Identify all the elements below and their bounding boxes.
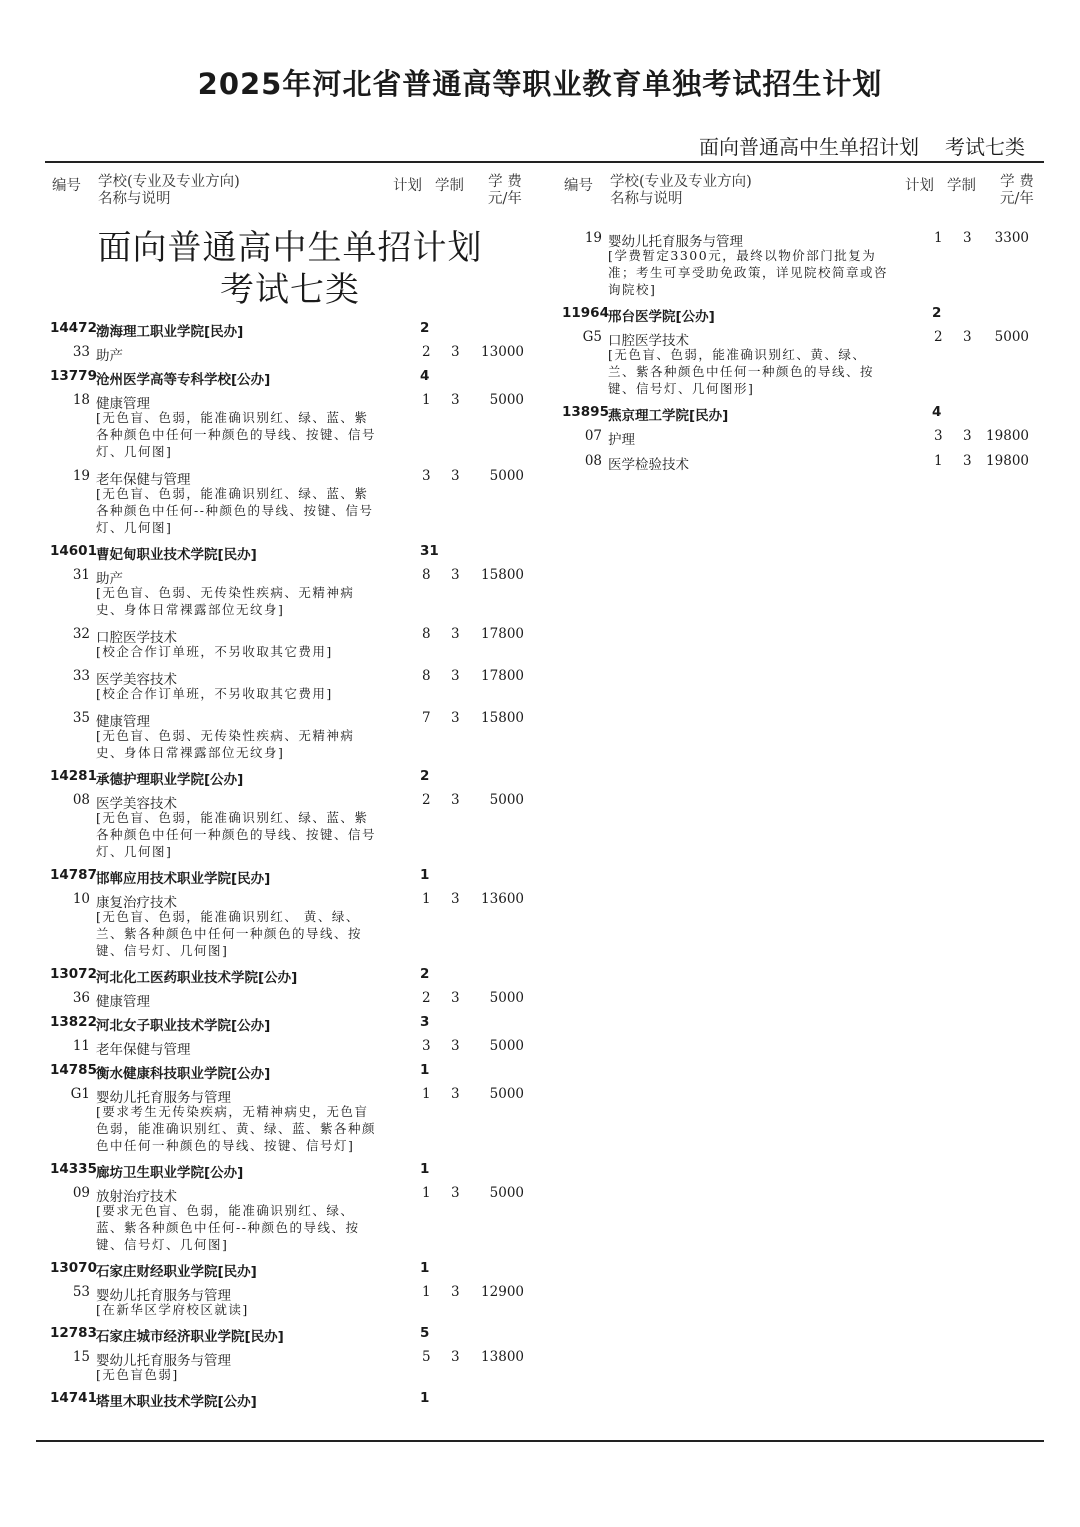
header-code: 编号 xyxy=(564,178,593,194)
major-note: [无色盲、色弱，能准确识别红、绿、蓝、紫各种颜色中任何--种颜色的导线、按键、信号灯、几何图] xyxy=(96,486,374,535)
left-column xyxy=(48,172,532,1410)
major-note: [在新华区学府校区就读] xyxy=(96,1302,249,1317)
subtitle-category: 考试七类 xyxy=(945,135,1025,159)
major-row: 19 老年保健与管理 3 3 5000 [无色盲、色弱，能准确识别红、绿、蓝、紫各种颜色中任何--种颜色的导线、按键、信号灯、几何图] xyxy=(48,464,532,540)
school-row: 14785 衡水健康科技职业学院[公办] 1 xyxy=(50,1062,430,1082)
header-school: 学校(专业及专业方向) 名称与说明 xyxy=(98,174,240,207)
school-row: 13822 河北女子职业技术学院[公办] 3 xyxy=(50,1014,430,1034)
major-note: [无色盲、色弱，能准确识别红、 黄、绿、兰、紫各种颜色中任何一种颜色的导线、按键、信号灯、几何图] xyxy=(96,909,363,958)
major-row: 08 医学美容技术 2 3 5000 [无色盲、色弱，能准确识别红、绿、蓝、紫各种颜色中任何一种颜色的导线、按键、信号灯、几何图] xyxy=(48,788,532,864)
major-note: [学费暂定3300元，最终以物价部门批复为准；考生可享受助免政策，详见院校简章或咨询院校] xyxy=(608,248,889,297)
major-note: [无色盲、色弱、无传染性疾病、无精神病史、身体日常裸露部位无纹身] xyxy=(96,585,355,617)
major-row: 33 医学美容技术 8 3 17800 [校企合作订单班，不另收取其它费用] xyxy=(48,664,532,706)
major-note: [无色盲、色弱，能准确识别红、绿、蓝、紫各种颜色中任何一种颜色的导线、按键、信号灯、几何图] xyxy=(96,410,377,459)
school-row: 14787 邯郸应用技术职业学院[民办] 1 xyxy=(50,867,430,887)
school-row: 14281 承德护理职业学院[公办] 2 xyxy=(50,768,430,788)
header-code: 编号 xyxy=(52,178,81,194)
section-heading: 面向普通高中生单招计划 考试七类 xyxy=(97,228,483,310)
major-row: 33 助产 2 3 13000 xyxy=(72,344,524,364)
school-row: 11964 邢台医学院[公办] 2 xyxy=(562,305,942,325)
school-row: 13895 燕京理工学院[民办] 4 xyxy=(562,404,942,424)
school-row: 14601 曹妃甸职业技术学院[民办] 31 xyxy=(50,543,439,563)
column-header xyxy=(48,172,532,224)
major-row: 07 护理 3 3 19800 xyxy=(584,428,1029,448)
major-row: 35 健康管理 7 3 15800 [无色盲、色弱、无传染性疾病、无精神病史、身体日常裸露部位无纹身] xyxy=(48,706,532,765)
major-row: 15 婴幼儿托育服务与管理 5 3 13800 [无色盲色弱] xyxy=(48,1345,532,1387)
major-row: G5 口腔医学技术 2 3 5000 [无色盲、色弱，能准确识别红、黄、绿、兰、紫各种颜色中任何一种颜色的导线、按键、信号灯、几何图形] xyxy=(560,325,1037,401)
header-years: 学制 xyxy=(947,178,976,194)
school-row: 13070 石家庄财经职业学院[民办] 1 xyxy=(50,1260,430,1280)
school-row: 13072 河北化工医药职业技术学院[公办] 2 xyxy=(50,966,430,986)
top-rule xyxy=(45,161,1044,163)
major-row: 31 助产 8 3 15800 [无色盲、色弱、无传染性疾病、无精神病史、身体日常裸露部位无纹身] xyxy=(48,563,532,622)
major-note: [无色盲、色弱、无传染性疾病、无精神病史、身体日常裸露部位无纹身] xyxy=(96,728,355,760)
major-note: [无色盲色弱] xyxy=(96,1367,179,1382)
major-row: G1 婴幼儿托育服务与管理 1 3 5000 [要求考生无传染疾病，无精神病史，无色盲色弱，能准确识别红、黄、绿、蓝、紫各种颜色中任何一种颜色的导线、按键、信号灯] xyxy=(48,1082,532,1158)
header-fee: 学 费 元/年 xyxy=(1000,174,1034,207)
bottom-rule xyxy=(36,1440,1044,1442)
major-row: 09 放射治疗技术 1 3 5000 [要求无色盲、色弱，能准确识别红、绿、蓝、紫各种颜色中任何--种颜色的导线、按键、信号灯、几何图] xyxy=(48,1181,532,1257)
major-row: 08 医学检验技术 1 3 19800 xyxy=(584,453,1029,473)
major-row: 10 康复治疗技术 1 3 13600 [无色盲、色弱，能准确识别红、 黄、绿、兰、紫各种颜色中任何一种颜色的导线、按键、信号灯、几何图] xyxy=(48,887,532,963)
column-header xyxy=(560,172,1037,224)
school-row: 14741 塔里木职业技术学院[公办] 1 xyxy=(50,1390,430,1410)
major-row: 11 老年保健与管理 3 3 5000 xyxy=(72,1038,524,1058)
subtitle-plan: 面向普通高中生单招计划 xyxy=(699,135,919,159)
school-row: 14335 廊坊卫生职业学院[公办] 1 xyxy=(50,1161,430,1181)
right-column xyxy=(560,172,1037,474)
school-row: 13779 沧州医学高等专科学校[公办] 4 xyxy=(50,368,430,388)
school-row: 12783 石家庄城市经济职业学院[民办] 5 xyxy=(50,1325,430,1345)
major-row: 18 健康管理 1 3 5000 [无色盲、色弱，能准确识别红、绿、蓝、紫各种颜色中任何一种颜色的导线、按键、信号灯、几何图] xyxy=(48,388,532,464)
major-note: [要求考生无传染疾病，无精神病史，无色盲色弱，能准确识别红、黄、绿、蓝、紫各种颜色中任何一种颜色的导线、按键、信号灯] xyxy=(96,1104,377,1153)
header-plan: 计划 xyxy=(905,178,934,194)
major-row: 32 口腔医学技术 8 3 17800 [校企合作订单班，不另收取其它费用] xyxy=(48,622,532,664)
header-plan: 计划 xyxy=(393,178,422,194)
major-row: 19 婴幼儿托育服务与管理 1 3 3300 [学费暂定3300元，最终以物价部门批复为准；考生可享受助免政策，详见院校简章或咨询院校] xyxy=(560,226,1037,302)
major-note: [校企合作订单班，不另收取其它费用] xyxy=(96,644,333,659)
major-note: [无色盲、色弱，能准确识别红、黄、绿、兰、紫各种颜色中任何一种颜色的导线、按键、信号灯、几何图形] xyxy=(608,347,875,396)
header-school: 学校(专业及专业方向) 名称与说明 xyxy=(610,174,752,207)
page-subtitle xyxy=(699,131,1025,160)
major-row: 53 婴幼儿托育服务与管理 1 3 12900 [在新华区学府校区就读] xyxy=(48,1280,532,1322)
major-note: [无色盲、色弱，能准确识别红、绿、蓝、紫各种颜色中任何一种颜色的导线、按键、信号灯、几何图] xyxy=(96,810,377,859)
header-years: 学制 xyxy=(435,178,464,194)
page-title: 2025年河北省普通高等职业教育单独考试招生计划 xyxy=(197,67,883,101)
major-note: [校企合作订单班，不另收取其它费用] xyxy=(96,686,333,701)
major-row: 36 健康管理 2 3 5000 xyxy=(72,990,524,1010)
header-fee: 学 费 元/年 xyxy=(488,174,522,207)
major-note: [要求无色盲、色弱，能准确识别红、绿、蓝、紫各种颜色中任何--种颜色的导线、按键、信号灯、几何图] xyxy=(96,1203,360,1252)
school-row: 14472 渤海理工职业学院[民办] 2 xyxy=(50,320,430,340)
